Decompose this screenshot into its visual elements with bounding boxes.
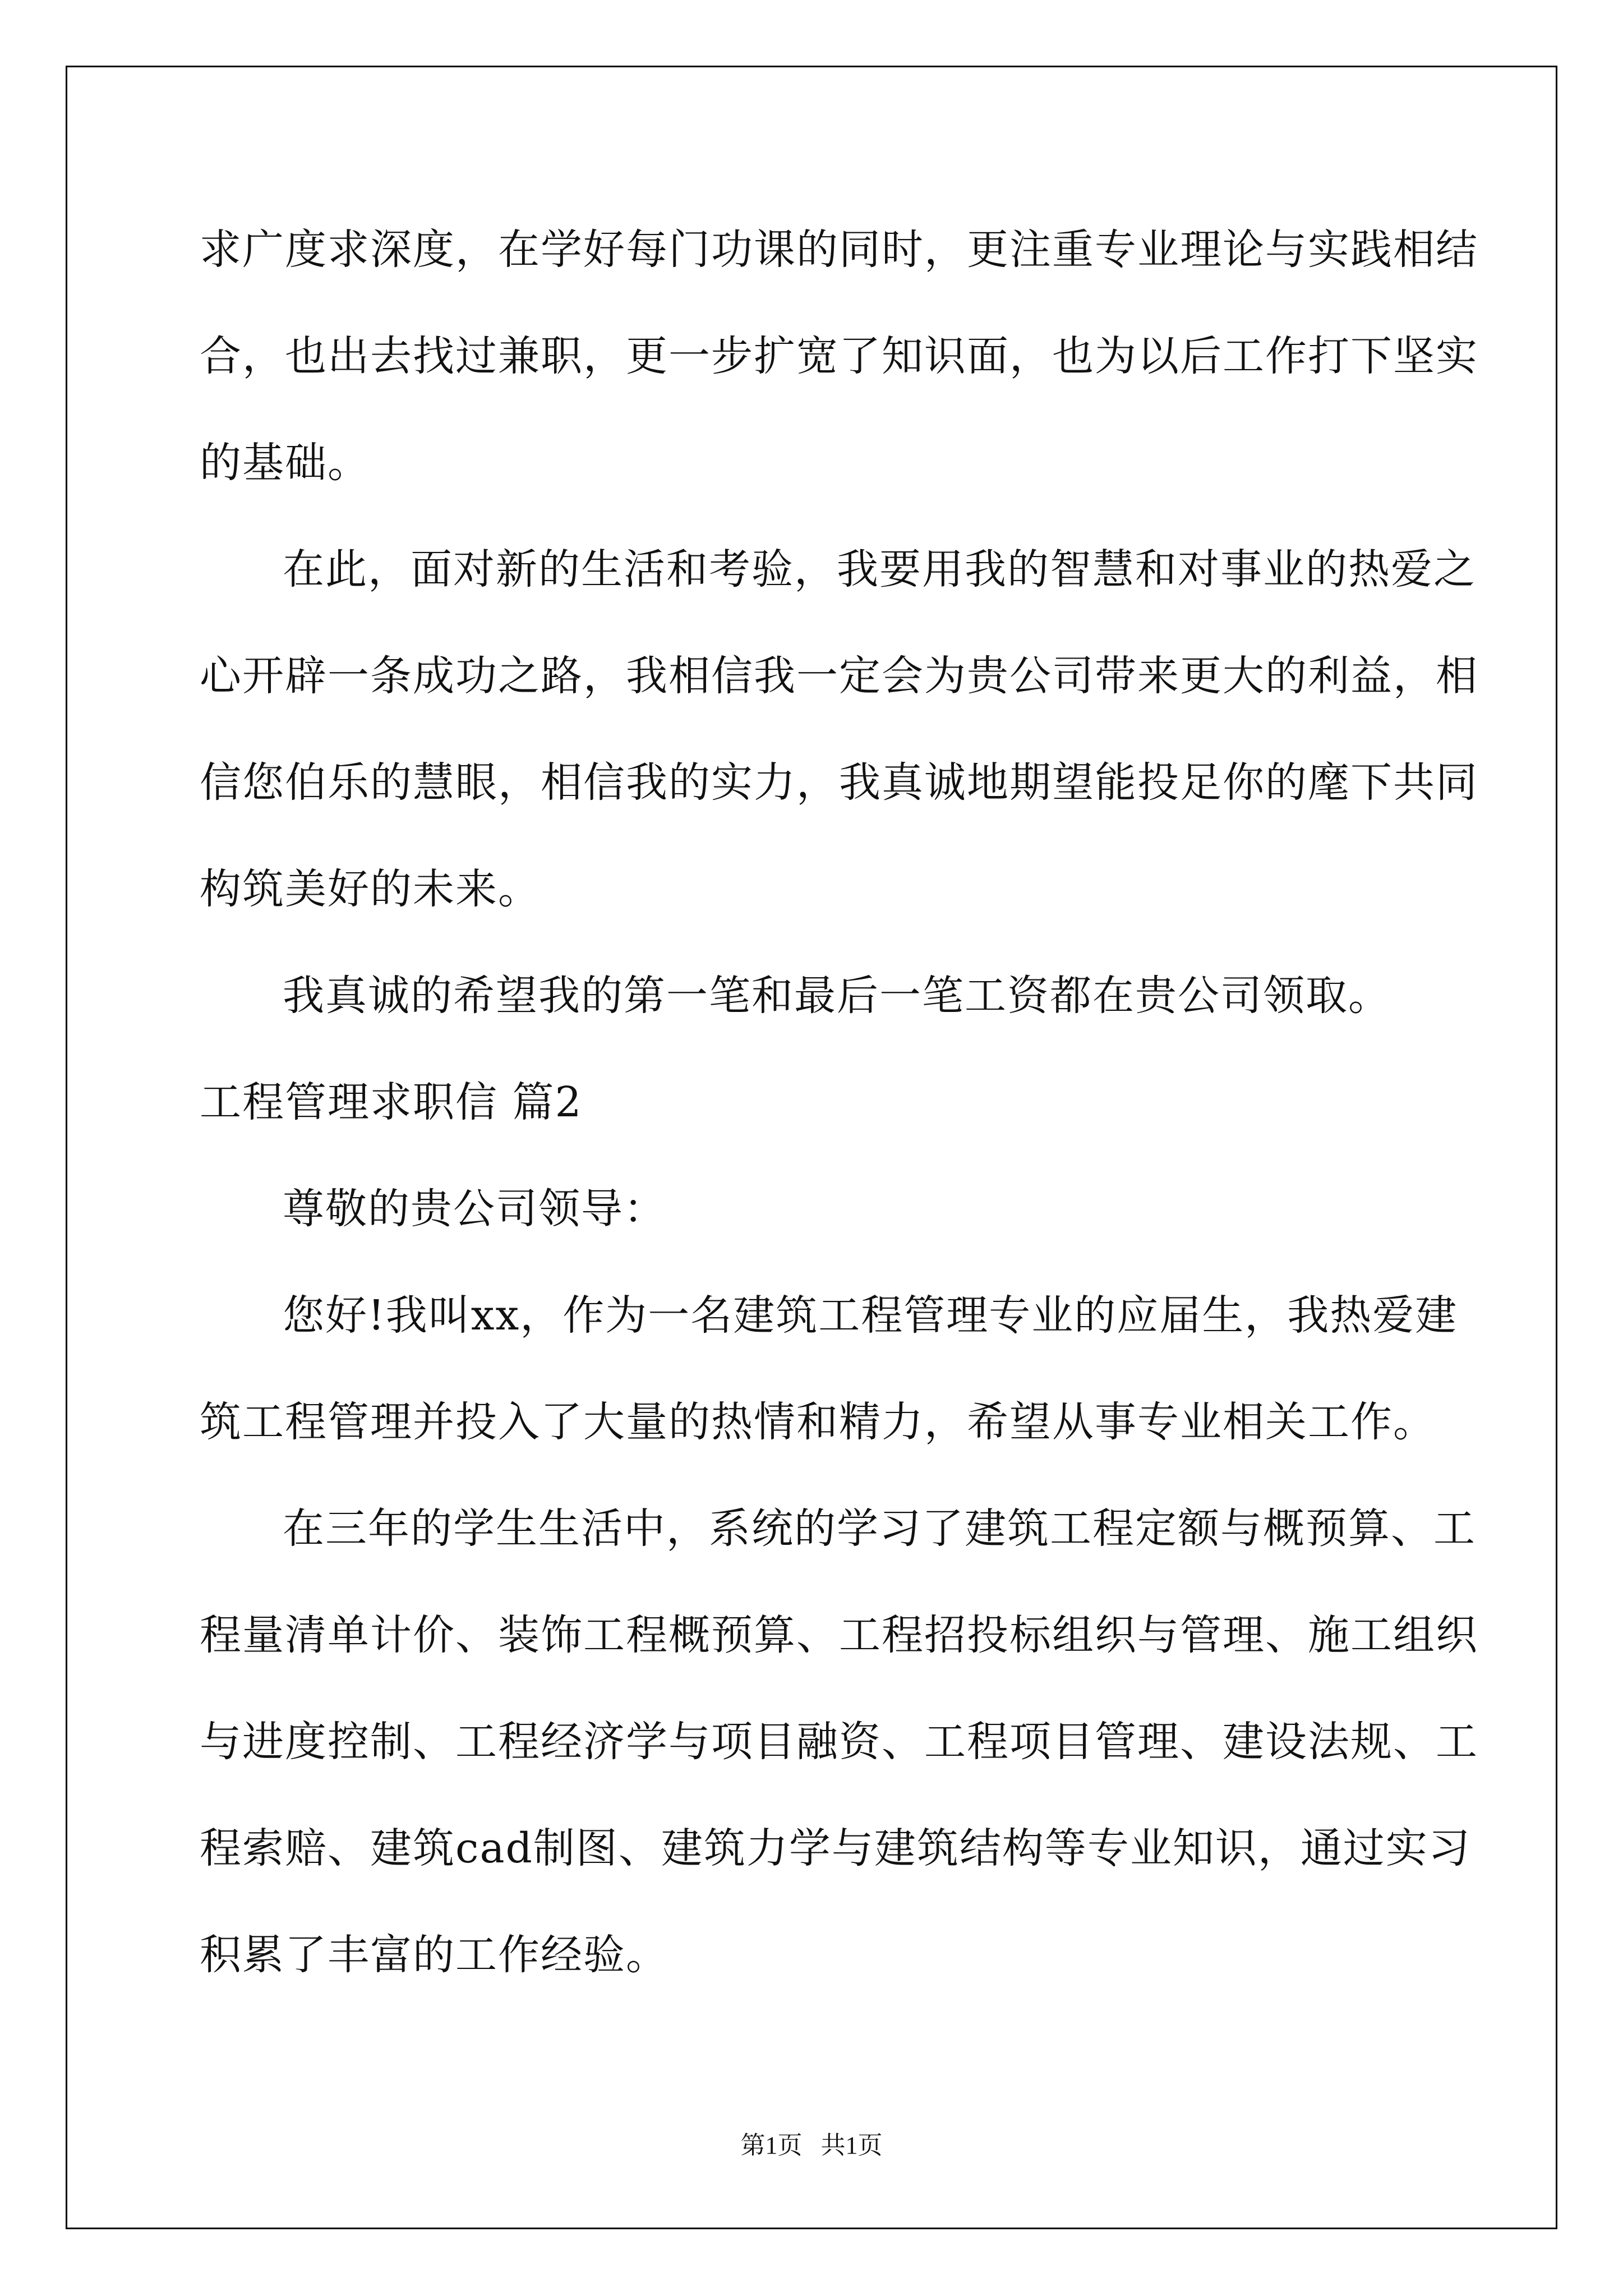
text-line: 与进度控制、工程经济学与项目融资、工程项目管理、建设法规、工: [200, 1718, 1478, 1766]
text-line: 您好!我叫xx，作为一名建筑工程管理专业的应届生，我热爱建: [283, 1291, 1458, 1340]
text-line: 积累了丰富的工作经验。: [200, 1931, 668, 1979]
text-line: 心开辟一条成功之路，我相信我一定会为贵公司带来更大的利益，相: [200, 652, 1478, 700]
text-line: 合，也出去找过兼职，更一步扩宽了知识面，也为以后工作打下坚实: [200, 332, 1478, 380]
text-line: 我真诚的希望我的第一笔和最后一笔工资都在贵公司领取。: [283, 972, 1391, 1020]
page-footer: 第1页 共1页: [740, 2132, 883, 2159]
text-line: 在三年的学生生活中，系统的学习了建筑工程定额与概预算、工: [283, 1504, 1476, 1553]
document-body: [200, 216, 1478, 2028]
text-line: 的基础。: [200, 439, 370, 487]
text-line: 信您伯乐的慧眼，相信我的实力，我真诚地期望能投足你的麾下共同: [200, 758, 1478, 807]
text-line: 在此，面对新的生活和考验，我要用我的智慧和对事业的热爱之: [283, 545, 1476, 593]
text-line: 构筑美好的未来。: [200, 865, 541, 913]
salutation: 尊敬的贵公司领导：: [283, 1185, 666, 1233]
text-line: 筑工程管理并投入了大量的热情和精力，希望从事专业相关工作。: [200, 1398, 1436, 1446]
section-heading: 工程管理求职信 篇2: [200, 1078, 583, 1126]
text-line: 程量清单计价、装饰工程概预算、工程招投标组织与管理、施工组织: [200, 1611, 1478, 1659]
text-line: 求广度求深度，在学好每门功课的同时，更注重专业理论与实践相结: [200, 226, 1478, 274]
text-line: 程索赔、建筑cad制图、建筑力学与建筑结构等专业知识，通过实习: [200, 1824, 1471, 1872]
